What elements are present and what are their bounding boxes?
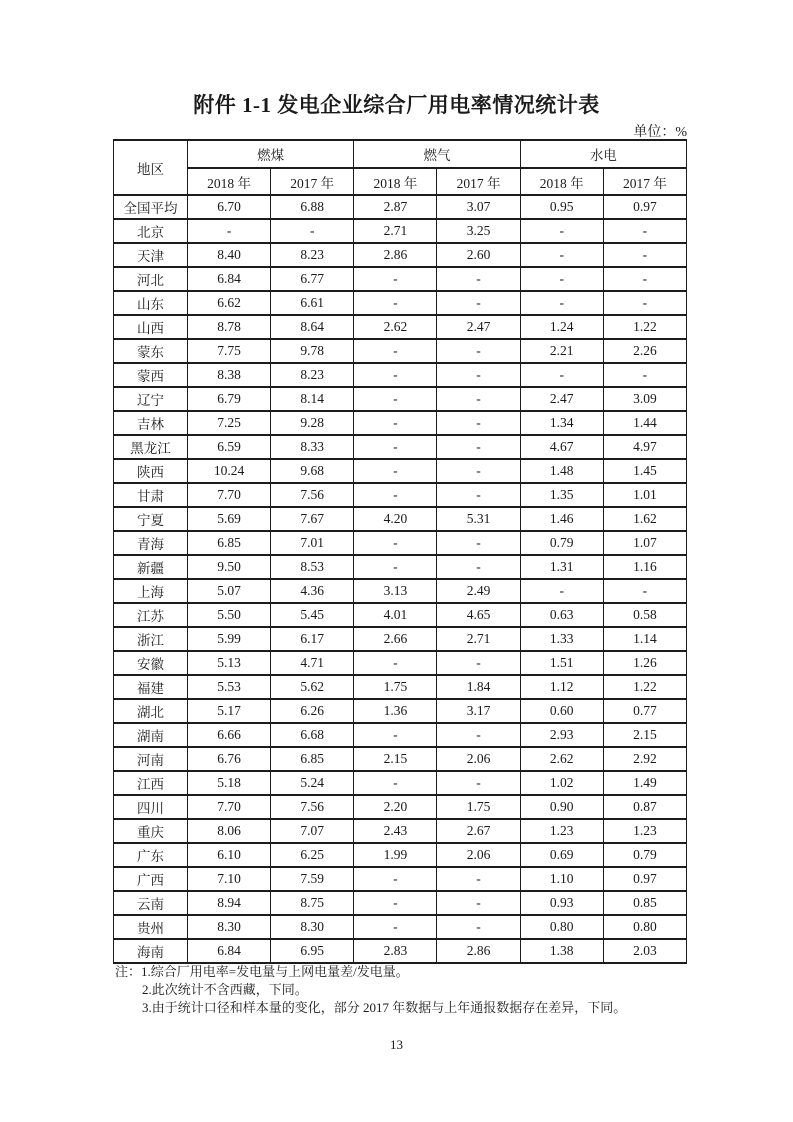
value-cell: -	[603, 579, 686, 603]
value-cell: 6.26	[271, 699, 354, 723]
value-cell: 0.87	[603, 795, 686, 819]
value-cell: 1.23	[603, 819, 686, 843]
value-cell: 3.07	[437, 195, 520, 219]
header-hydro-2017: 2017 年	[603, 168, 686, 195]
value-cell: -	[437, 339, 520, 363]
table-row	[114, 627, 687, 651]
value-cell: -	[354, 459, 437, 483]
value-cell: -	[437, 435, 520, 459]
value-cell: -	[271, 219, 354, 243]
value-cell: -	[520, 579, 603, 603]
value-cell: 7.56	[271, 483, 354, 507]
region-cell: 海南	[114, 939, 188, 963]
value-cell: -	[520, 267, 603, 291]
value-cell: 2.66	[354, 627, 437, 651]
value-cell: 1.62	[603, 507, 686, 531]
table-row	[114, 867, 687, 891]
value-cell: 0.79	[520, 531, 603, 555]
value-cell: -	[520, 291, 603, 315]
value-cell: 1.44	[603, 411, 686, 435]
table-body	[114, 195, 687, 963]
value-cell: -	[437, 915, 520, 939]
value-cell: -	[437, 387, 520, 411]
value-cell: 7.01	[271, 531, 354, 555]
value-cell: 2.15	[603, 723, 686, 747]
value-cell: 1.24	[520, 315, 603, 339]
region-cell: 湖南	[114, 723, 188, 747]
table-row	[114, 459, 687, 483]
value-cell: 5.18	[188, 771, 271, 795]
table-row	[114, 363, 687, 387]
value-cell: 4.97	[603, 435, 686, 459]
value-cell: 1.46	[520, 507, 603, 531]
value-cell: 6.59	[188, 435, 271, 459]
value-cell: 8.38	[188, 363, 271, 387]
region-cell: 新疆	[114, 555, 188, 579]
value-cell: 4.36	[271, 579, 354, 603]
value-cell: 1.35	[520, 483, 603, 507]
value-cell: 6.85	[188, 531, 271, 555]
header-gas-2018: 2018 年	[354, 168, 437, 195]
region-cell: 广西	[114, 867, 188, 891]
value-cell: -	[354, 339, 437, 363]
value-cell: 6.79	[188, 387, 271, 411]
value-cell: 5.31	[437, 507, 520, 531]
value-cell: 8.23	[271, 363, 354, 387]
value-cell: 2.43	[354, 819, 437, 843]
region-cell: 宁夏	[114, 507, 188, 531]
region-cell: 浙江	[114, 627, 188, 651]
note-text-3: 3.由于统计口径和样本量的变化，部分 2017 年数据与上年通报数据存在差异，下同。	[142, 1000, 627, 1015]
value-cell: -	[354, 723, 437, 747]
value-cell: 2.06	[437, 747, 520, 771]
value-cell: -	[354, 651, 437, 675]
unit-label: 单位：%	[633, 125, 687, 140]
value-cell: 9.50	[188, 555, 271, 579]
region-cell: 重庆	[114, 819, 188, 843]
value-cell: 1.75	[354, 675, 437, 699]
value-cell: 9.78	[271, 339, 354, 363]
header-coal-2018: 2018 年	[188, 168, 271, 195]
header-year-row	[114, 168, 687, 195]
value-cell: 9.28	[271, 411, 354, 435]
value-cell: 2.62	[520, 747, 603, 771]
value-cell: 8.94	[188, 891, 271, 915]
table-row	[114, 555, 687, 579]
value-cell: 5.13	[188, 651, 271, 675]
value-cell: 9.68	[271, 459, 354, 483]
table-row	[114, 843, 687, 867]
value-cell: 7.67	[271, 507, 354, 531]
table-row	[114, 219, 687, 243]
region-cell: 江苏	[114, 603, 188, 627]
value-cell: 6.68	[271, 723, 354, 747]
region-cell: 河南	[114, 747, 188, 771]
table-row	[114, 411, 687, 435]
value-cell: 8.23	[271, 243, 354, 267]
statistics-table	[113, 139, 687, 964]
value-cell: 6.17	[271, 627, 354, 651]
value-cell: 5.07	[188, 579, 271, 603]
header-group-row	[114, 140, 687, 168]
table-row	[114, 483, 687, 507]
value-cell: 6.88	[271, 195, 354, 219]
value-cell: 0.79	[603, 843, 686, 867]
value-cell: 4.71	[271, 651, 354, 675]
value-cell: 0.95	[520, 195, 603, 219]
value-cell: 1.99	[354, 843, 437, 867]
table-row	[114, 747, 687, 771]
table-row	[114, 771, 687, 795]
value-cell: 2.62	[354, 315, 437, 339]
value-cell: 2.86	[437, 939, 520, 963]
value-cell: 4.20	[354, 507, 437, 531]
value-cell: 1.51	[520, 651, 603, 675]
value-cell: -	[437, 555, 520, 579]
value-cell: 2.49	[437, 579, 520, 603]
value-cell: 3.17	[437, 699, 520, 723]
region-cell: 黑龙江	[114, 435, 188, 459]
value-cell: 1.12	[520, 675, 603, 699]
value-cell: 1.75	[437, 795, 520, 819]
table-row	[114, 675, 687, 699]
value-cell: -	[520, 219, 603, 243]
value-cell: 8.14	[271, 387, 354, 411]
region-cell: 山西	[114, 315, 188, 339]
value-cell: 1.16	[603, 555, 686, 579]
value-cell: 7.70	[188, 795, 271, 819]
value-cell: 5.17	[188, 699, 271, 723]
value-cell: -	[437, 483, 520, 507]
value-cell: 6.25	[271, 843, 354, 867]
header-coal-2017: 2017 年	[271, 168, 354, 195]
value-cell: -	[437, 867, 520, 891]
value-cell: 3.25	[437, 219, 520, 243]
value-cell: 7.07	[271, 819, 354, 843]
table-row	[114, 939, 687, 963]
value-cell: -	[354, 555, 437, 579]
value-cell: 6.84	[188, 267, 271, 291]
value-cell: 6.70	[188, 195, 271, 219]
value-cell: -	[603, 291, 686, 315]
value-cell: 8.64	[271, 315, 354, 339]
value-cell: 6.61	[271, 291, 354, 315]
value-cell: 1.23	[520, 819, 603, 843]
value-cell: 2.93	[520, 723, 603, 747]
table-row	[114, 435, 687, 459]
value-cell: 0.90	[520, 795, 603, 819]
value-cell: 5.45	[271, 603, 354, 627]
value-cell: 5.62	[271, 675, 354, 699]
table-row	[114, 915, 687, 939]
value-cell: 5.69	[188, 507, 271, 531]
table-row	[114, 339, 687, 363]
value-cell: -	[437, 651, 520, 675]
header-region: 地区	[114, 140, 188, 195]
note-text-2: 2.此次统计不含西藏，下同。	[142, 982, 308, 997]
value-cell: 7.25	[188, 411, 271, 435]
header-group-gas: 燃气	[354, 140, 520, 168]
value-cell: -	[354, 915, 437, 939]
value-cell: -	[188, 219, 271, 243]
value-cell: 6.10	[188, 843, 271, 867]
value-cell: -	[354, 531, 437, 555]
value-cell: 3.13	[354, 579, 437, 603]
value-cell: 6.95	[271, 939, 354, 963]
table-row	[114, 267, 687, 291]
value-cell: 0.58	[603, 603, 686, 627]
value-cell: -	[437, 723, 520, 747]
header-group-coal: 燃煤	[188, 140, 354, 168]
value-cell: 6.85	[271, 747, 354, 771]
header-hydro-2018: 2018 年	[520, 168, 603, 195]
value-cell: 7.59	[271, 867, 354, 891]
value-cell: 1.31	[520, 555, 603, 579]
table-row	[114, 795, 687, 819]
value-cell: -	[354, 435, 437, 459]
value-cell: -	[437, 291, 520, 315]
value-cell: 6.77	[271, 267, 354, 291]
region-cell: 四川	[114, 795, 188, 819]
value-cell: -	[603, 243, 686, 267]
table-row	[114, 819, 687, 843]
region-cell: 安徽	[114, 651, 188, 675]
region-cell: 全国平均	[114, 195, 188, 219]
table-row	[114, 387, 687, 411]
value-cell: 6.66	[188, 723, 271, 747]
region-cell: 北京	[114, 219, 188, 243]
value-cell: -	[437, 771, 520, 795]
region-cell: 甘肃	[114, 483, 188, 507]
note-line-2	[115, 981, 735, 999]
value-cell: 5.24	[271, 771, 354, 795]
value-cell: 8.53	[271, 555, 354, 579]
value-cell: 2.15	[354, 747, 437, 771]
value-cell: -	[603, 267, 686, 291]
value-cell: 2.26	[603, 339, 686, 363]
region-cell: 贵州	[114, 915, 188, 939]
value-cell: 0.69	[520, 843, 603, 867]
value-cell: 1.48	[520, 459, 603, 483]
region-cell: 河北	[114, 267, 188, 291]
table-row	[114, 315, 687, 339]
header-gas-2017: 2017 年	[437, 168, 520, 195]
value-cell: 1.07	[603, 531, 686, 555]
value-cell: 8.75	[271, 891, 354, 915]
value-cell: 1.14	[603, 627, 686, 651]
value-cell: 0.60	[520, 699, 603, 723]
table-row	[114, 291, 687, 315]
value-cell: 2.86	[354, 243, 437, 267]
value-cell: 1.02	[520, 771, 603, 795]
value-cell: 8.78	[188, 315, 271, 339]
value-cell: 3.09	[603, 387, 686, 411]
value-cell: 1.33	[520, 627, 603, 651]
notes	[115, 963, 735, 1017]
value-cell: 8.06	[188, 819, 271, 843]
value-cell: 6.62	[188, 291, 271, 315]
value-cell: -	[354, 411, 437, 435]
value-cell: -	[354, 771, 437, 795]
value-cell: 4.65	[437, 603, 520, 627]
value-cell: -	[354, 267, 437, 291]
value-cell: 4.67	[520, 435, 603, 459]
region-cell: 青海	[114, 531, 188, 555]
value-cell: 5.99	[188, 627, 271, 651]
value-cell: 7.10	[188, 867, 271, 891]
value-cell: 1.38	[520, 939, 603, 963]
region-cell: 吉林	[114, 411, 188, 435]
value-cell: 7.56	[271, 795, 354, 819]
region-cell: 上海	[114, 579, 188, 603]
value-cell: 2.47	[520, 387, 603, 411]
value-cell: 4.01	[354, 603, 437, 627]
value-cell: 0.97	[603, 195, 686, 219]
value-cell: 6.76	[188, 747, 271, 771]
table-row	[114, 699, 687, 723]
value-cell: -	[603, 219, 686, 243]
value-cell: 2.71	[354, 219, 437, 243]
value-cell: 5.50	[188, 603, 271, 627]
value-cell: 0.85	[603, 891, 686, 915]
note-text-1: 1.综合厂用电率=发电量与上网电量差/发电量。	[141, 964, 409, 979]
value-cell: 0.77	[603, 699, 686, 723]
value-cell: 2.47	[437, 315, 520, 339]
header-group-hydro: 水电	[520, 140, 686, 168]
value-cell: -	[520, 243, 603, 267]
value-cell: -	[603, 363, 686, 387]
value-cell: 5.53	[188, 675, 271, 699]
region-cell: 山东	[114, 291, 188, 315]
note-line-3	[115, 999, 735, 1017]
table-row	[114, 651, 687, 675]
value-cell: 2.60	[437, 243, 520, 267]
value-cell: 2.03	[603, 939, 686, 963]
page-number: 13	[390, 1037, 403, 1052]
value-cell: 8.30	[271, 915, 354, 939]
value-cell: 2.83	[354, 939, 437, 963]
value-cell: 1.22	[603, 315, 686, 339]
region-cell: 广东	[114, 843, 188, 867]
value-cell: 2.20	[354, 795, 437, 819]
value-cell: -	[520, 363, 603, 387]
table-row	[114, 579, 687, 603]
region-cell: 陕西	[114, 459, 188, 483]
value-cell: -	[437, 891, 520, 915]
value-cell: -	[437, 267, 520, 291]
value-cell: 10.24	[188, 459, 271, 483]
value-cell: -	[354, 867, 437, 891]
page-title: 附件 1-1 发电企业综合厂用电率情况统计表	[193, 93, 600, 117]
value-cell: 2.87	[354, 195, 437, 219]
value-cell: 1.26	[603, 651, 686, 675]
value-cell: 6.84	[188, 939, 271, 963]
value-cell: 7.75	[188, 339, 271, 363]
table-row	[114, 723, 687, 747]
value-cell: -	[354, 387, 437, 411]
value-cell: 1.45	[603, 459, 686, 483]
note-prefix: 注：	[115, 964, 142, 979]
value-cell: 2.21	[520, 339, 603, 363]
region-cell: 天津	[114, 243, 188, 267]
region-cell: 云南	[114, 891, 188, 915]
value-cell: 0.97	[603, 867, 686, 891]
region-cell: 江西	[114, 771, 188, 795]
value-cell: -	[354, 291, 437, 315]
region-cell: 湖北	[114, 699, 188, 723]
value-cell: 1.49	[603, 771, 686, 795]
value-cell: -	[354, 483, 437, 507]
value-cell: 0.93	[520, 891, 603, 915]
value-cell: 1.34	[520, 411, 603, 435]
value-cell: 8.40	[188, 243, 271, 267]
value-cell: -	[354, 891, 437, 915]
value-cell: 0.80	[603, 915, 686, 939]
table-row	[114, 603, 687, 627]
table-row	[114, 195, 687, 219]
value-cell: 1.10	[520, 867, 603, 891]
value-cell: 2.67	[437, 819, 520, 843]
value-cell: 8.30	[188, 915, 271, 939]
table-row	[114, 507, 687, 531]
region-cell: 辽宁	[114, 387, 188, 411]
table-row	[114, 531, 687, 555]
value-cell: -	[437, 411, 520, 435]
note-line-1	[115, 963, 735, 981]
value-cell: 7.70	[188, 483, 271, 507]
value-cell: 0.80	[520, 915, 603, 939]
region-cell: 蒙西	[114, 363, 188, 387]
value-cell: 2.06	[437, 843, 520, 867]
value-cell: 1.01	[603, 483, 686, 507]
region-cell: 福建	[114, 675, 188, 699]
value-cell: 8.33	[271, 435, 354, 459]
region-cell: 蒙东	[114, 339, 188, 363]
value-cell: 0.63	[520, 603, 603, 627]
value-cell: 1.84	[437, 675, 520, 699]
value-cell: 1.22	[603, 675, 686, 699]
value-cell: -	[437, 531, 520, 555]
value-cell: -	[437, 363, 520, 387]
value-cell: -	[354, 363, 437, 387]
value-cell: 2.71	[437, 627, 520, 651]
value-cell: -	[437, 459, 520, 483]
table-row	[114, 891, 687, 915]
value-cell: 2.92	[603, 747, 686, 771]
value-cell: 1.36	[354, 699, 437, 723]
table-row	[114, 243, 687, 267]
